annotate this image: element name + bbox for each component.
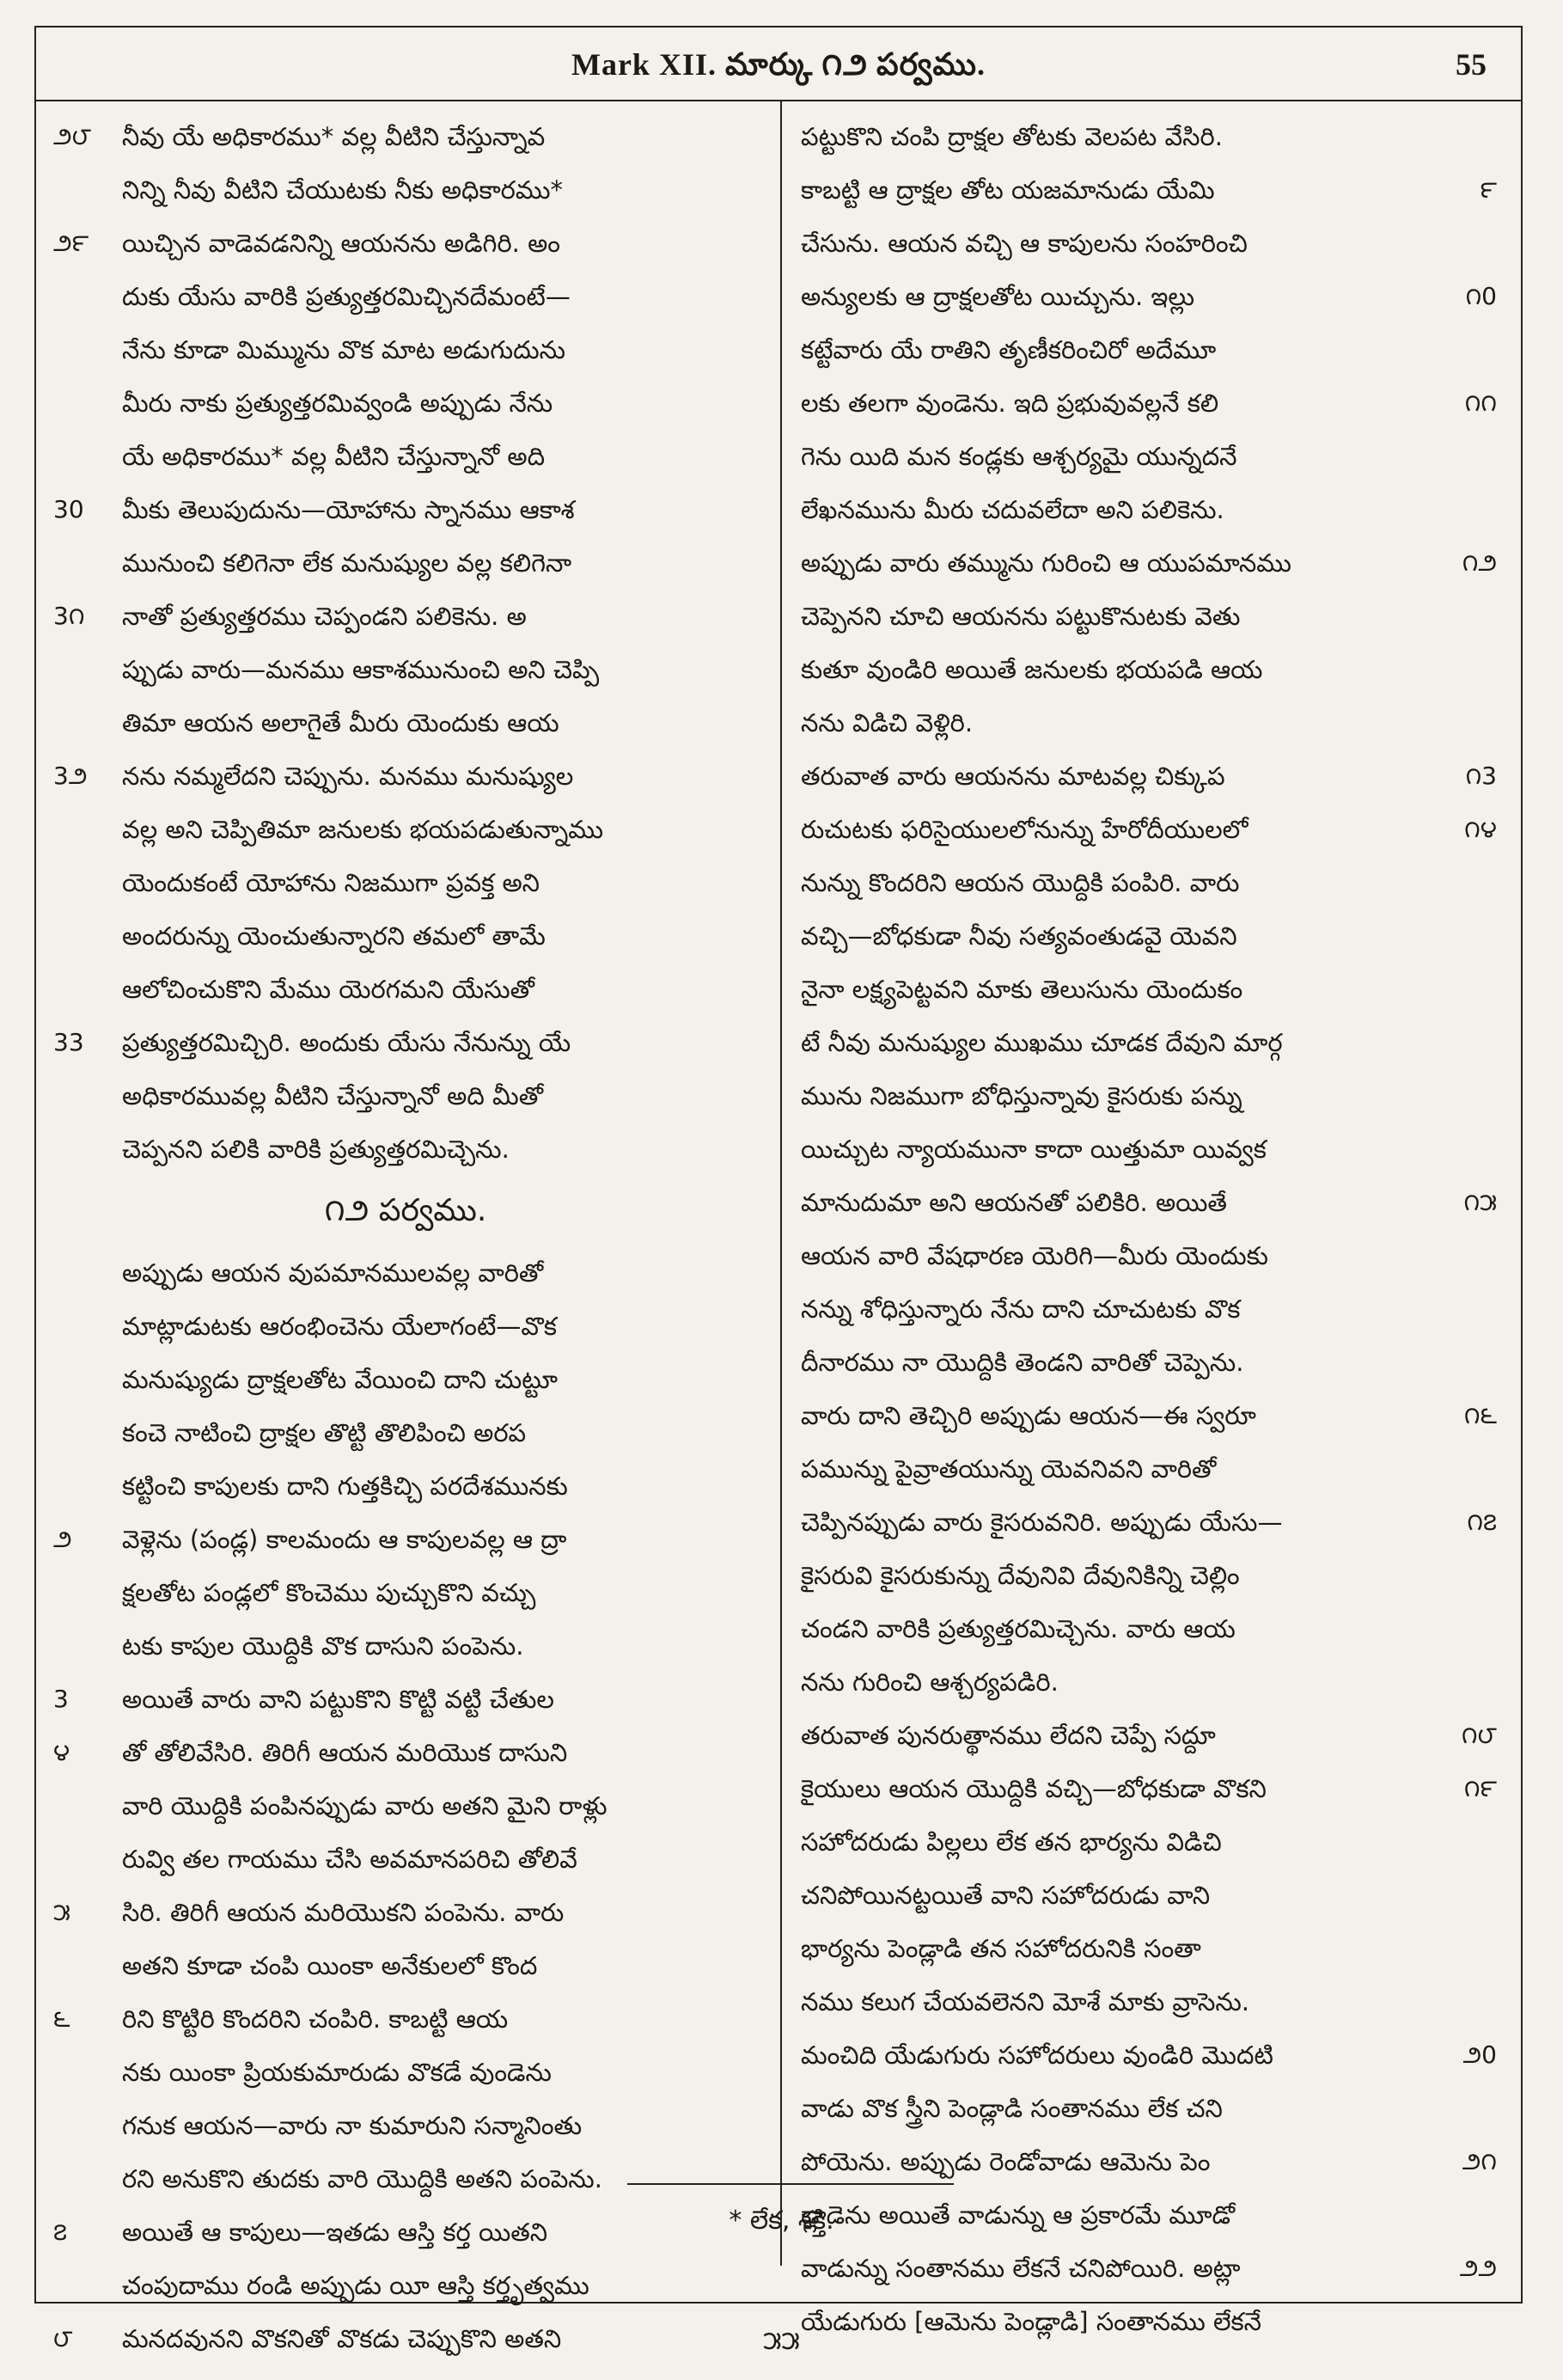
line-text: మును నిజముగా బోధిస్తున్నావు కైసరుకు పన్ను [801,1081,1242,1110]
line-text: పట్టుకొని చంపి ద్రాక్షల తోటకు వెలపట వేసిరి. [801,122,1223,151]
text-line [53,1886,758,1939]
line-text: టే నీవు మనుష్యుల ముఖము చూడక దేవుని మార్గ [801,1028,1283,1057]
text-line [53,696,758,749]
line-text: తో తోలివేసిరి. తిరిగీ ఆయన మరియొక దాసుని [122,1738,568,1767]
line-text: రని అనుకొని తుదకు వారి యొద్దికి అతని పంపెను. [122,2164,602,2193]
line-text: నన్ను శోధిస్తున్నారు నేను దాని చూచుటకు వొక [801,1294,1241,1324]
text-line [792,483,1497,536]
line-text: నము కలుగ చేయవలెనని మోశే మాకు వ్రాసెను. [801,1987,1250,2016]
text-line [53,1513,758,1566]
verse-number: ౮ [53,2324,73,2352]
text-line [792,749,1497,803]
verse-number: ౧౧ [1464,389,1497,417]
text-line [53,1779,758,1832]
text-line [792,1496,1497,1549]
text-line [53,1939,758,1992]
page-number: 55 [1456,47,1487,82]
text-line [53,963,758,1016]
text-line [792,909,1497,963]
line-text: చంపుదాము రండి అప్పుడు యీ ఆస్తి కర్తృత్వము [122,2271,589,2300]
footnote: * లేక, శక్తి. [729,2206,834,2236]
verse-number: 30 [53,495,84,523]
line-text: దీనారము నా యొద్దికి తెండని వారితో చెప్పెను. [801,1348,1244,1377]
line-text: గెను యిది మన కండ్లకు ఆశ్చర్యమై యున్నదనే [801,442,1237,471]
verse-number: ౭ [53,2218,68,2246]
verse-number: ౨౨ [1459,2254,1497,2282]
line-text: నను నమ్మలేదని చెప్పును. మనము మనుష్యుల [122,762,574,791]
text-line [53,909,758,963]
text-line [53,163,758,217]
text-line [792,110,1497,163]
text-line [53,536,758,590]
line-text: భార్యను పెండ్లాడి తన సహోదరునికి సంతా [801,1934,1201,1963]
text-line [53,2259,758,2312]
text-line [792,1549,1497,1602]
line-text: కంచె నాటించి ద్రాక్షల తొట్టి తొలిపించి అరప [122,1418,527,1447]
text-line [53,1992,758,2046]
line-text: తిమా ఆయన అలాగైతే మీరు యెందుకు ఆయ [122,708,559,737]
line-text: చెప్పెనని చూచి ఆయనను పట్టుకొనుటకు వెతు [801,602,1241,631]
line-text: మీరు నాకు ప్రత్యుత్తరమివ్వండి అప్పుడు నేను [122,389,553,418]
line-text: కాబట్టి ఆ ద్రాక్షల తోట యజమానుడు యేమి [801,175,1215,205]
line-text: దుకు యేసు వారికి ప్రత్యుత్తరమిచ్చినదేమంటే— [122,282,571,311]
line-text: నను విడిచి వెళ్లిరి. [801,708,974,737]
text-line [792,856,1497,909]
verse-number: 3౧ [53,602,85,630]
text-line [53,1069,758,1123]
text-line [792,1389,1497,1442]
text-line [53,1406,758,1459]
line-text: వెళ్లెను (పండ్ల) కాలమందు ఆ కాపులవల్ల ఆ ద్రా [122,1525,567,1554]
line-text: రిని కొట్టిరి కొందరిని చంపిరి. కాబట్టి ఆయ [122,2004,509,2034]
running-title: Mark XII. మార్కు ౧౨ పర్వము. [571,47,986,82]
line-text: వచ్చి—బోధకుడా నీవు సత్యవంతుడవై యెవని [801,921,1237,951]
text-line [792,643,1497,696]
verse-number: 3౨ [53,762,88,790]
text-line [792,217,1497,270]
text-line [53,1016,758,1069]
line-text: కట్టేవారు యే రాతిని తృణీకరించిరో అదేమూ [801,335,1217,364]
line-text: చండని వారికి ప్రత్యుత్తరమిచ్చెను. వారు ఆయ [801,1614,1236,1643]
line-text: నాతో ప్రత్యుత్తరము చెప్పండని పలికెను. అ [122,602,527,631]
line-text: యిచ్చుట న్యాయమునా కాదా యిత్తుమా యివ్వక [801,1135,1267,1164]
text-line [53,1123,758,1176]
line-text: మీకు తెలుపుదును—యోహాను స్నానము ఆకాశ [122,495,575,524]
line-text: పమున్ను పైవ్రాతయున్ను యెవనివని వారితో [801,1454,1217,1484]
text-line [53,590,758,643]
text-line [53,376,758,430]
line-text: మాట్లాడుటకు ఆరంభించెను యేలాగంటే—వొక [122,1312,557,1341]
line-text: చెప్పనని పలికి వారికి ప్రత్యుత్తరమిచ్చెను. [122,1135,510,1164]
line-text: రుచుటకు ఫరిసైయులలోనున్ను హేరోదీయులలో [801,815,1249,844]
line-text: నకు యింకా ప్రియకుమారుడు వొకడే వుండెను [122,2058,552,2087]
verse-number: ౧౫ [1463,1188,1497,1216]
text-line [53,110,758,163]
text-line [792,696,1497,749]
text-line [792,2028,1497,2082]
line-text: సిరి. తిరిగీ ఆయన మరియొకని పంపెను. వారు [122,1898,565,1927]
verse-number: ౨౯ [53,229,89,257]
line-text: నీవు యే అధికారము* వల్ల వీటిని చేస్తున్నావ [122,122,546,151]
line-text: రువ్వి తల గాయము చేసి అవమానపరిచి తోలివే [122,1845,577,1874]
verse-number: ౫ [53,1898,70,1926]
text-line [53,749,758,803]
text-line [792,1602,1497,1655]
text-line [792,430,1497,483]
text-line [53,483,758,536]
verse-number: ౨౧ [1462,2147,1497,2175]
line-text: యిచ్చిన వాడెవడనిన్ని ఆయనను అడిగిరి. అం [122,229,560,258]
line-text: అన్యులకు ఆ ద్రాక్షలతోట యిచ్చును. ఇల్లు [801,282,1195,311]
line-text: లకు తలగా వుండెను. ఇది ప్రభువువల్లనే కలి [801,389,1219,418]
text-line [792,1069,1497,1123]
text-line [792,323,1497,376]
text-line [792,270,1497,323]
verse-number: ౧0 [1465,282,1497,310]
text-line [53,2046,758,2099]
text-line [53,2152,758,2206]
text-line [53,270,758,323]
line-text: మంచిది యేడుగురు సహోదరులు వుండిరి మొదటి [801,2040,1273,2070]
verse-number: ౧౭ [1467,1508,1497,1536]
right-column [792,110,1497,2348]
verse-number: ౪ [53,1738,70,1766]
verse-number: ౧3 [1465,762,1497,790]
text-line [53,2099,758,2152]
line-text: గనుక ఆయన—వారు నా కుమారుని సన్మానింతు [122,2111,583,2140]
line-text: తరువాత వారు ఆయనను మాటవల్ల చిక్కుప [801,762,1225,791]
text-line [792,1709,1497,1762]
text-line [792,2135,1497,2188]
text-line [53,323,758,376]
line-text: కట్టించి కాపులకు దాని గుత్తకిచ్చి పరదేశమునకు [122,1471,568,1501]
text-line [792,1016,1497,1069]
line-text: మునుంచి కలిగెనా లేక మనుష్యుల వల్ల కలిగెనా [122,548,572,578]
text-line [53,1832,758,1886]
verse-number: ౨0 [1462,2040,1497,2069]
line-text: క్షలతోట పండ్లలో కొంచెము పుచ్చుకొని వచ్చు [122,1578,536,1607]
text-line [53,803,758,856]
text-line [53,1353,758,1406]
text-line [792,1336,1497,1389]
line-text: ఆలోచించుకొని మేము యెరగమని యేసుతో [122,975,534,1004]
verse-number: ౧౯ [1463,1774,1497,1802]
line-text: వాడు వొక స్త్రీని పెండ్లాడి సంతానము లేక చని [801,2094,1223,2123]
line-text: వారు దాని తెచ్చిరి అప్పుడు ఆయన—ఈ స్వరూ [801,1401,1256,1430]
line-text: కైసరువి కైసరుకున్ను దేవునివి దేవునికిన్ని చెల్లిం [801,1561,1240,1590]
text-line [53,856,758,909]
line-text: సహోదరుడు పిల్లలు లేక తన భార్యను విడిచి [801,1827,1222,1857]
line-text: నను గురించి ఆశ్చర్యపడిరి. [801,1667,1059,1697]
line-text: మనుష్యుడు ద్రాక్షలతోట వేయించి దాని చుట్టూ [122,1365,559,1394]
page-header [36,28,1521,101]
verse-number: ౧౬ [1463,1401,1497,1429]
text-line [53,430,758,483]
text-line [792,1922,1497,1975]
line-text: చనిపోయినట్టయితే వాని సహోదరుడు వాని [801,1881,1211,1910]
verse-number: 3 [53,1685,69,1713]
verse-number: ౧౪ [1464,815,1497,843]
line-text: ప్రత్యుత్తరమిచ్చిరి. అందుకు యేసు నేనున్ను యే [122,1028,571,1057]
text-line [792,163,1497,217]
line-text: కైయులు ఆయన యొద్దికి వచ్చి—బోధకుడా వొకని [801,1774,1267,1803]
line-text: చేసును. ఆయన వచ్చి ఆ కాపులను సంహరించి [801,229,1248,258]
verse-number: ౧౮ [1461,1721,1497,1749]
line-text: లేఖనమును మీరు చదువలేదా అని పలికెను. [801,495,1224,524]
text-line [792,1655,1497,1709]
line-text: టకు కాపుల యొద్దికి వొక దాసుని పంపెను. [122,1631,524,1661]
line-text: యేడుగురు [ఆమెను పెండ్లాడి] సంతానము లేకనే [801,2307,1262,2336]
line-text: ఆయన వారి వేషధారణ యెరిగి—మీరు యెందుకు [801,1241,1268,1270]
verse-number: ౧౨ [1462,548,1497,577]
text-line [792,1282,1497,1336]
text-line [792,1975,1497,2028]
line-text: వాడున్ను సంతానము లేకనే చనిపోయిరి. అట్లా [801,2254,1241,2283]
text-line [53,1566,758,1619]
text-line [792,376,1497,430]
line-text: అయితే వారు వాని పట్టుకొని కొట్టి వట్టి చేతుల [122,1685,554,1714]
verse-number: ౨౮ [53,122,92,150]
text-line [792,2242,1497,2295]
text-line [53,1246,758,1300]
text-line [792,2082,1497,2135]
line-text: డ్లాడెను అయితే వాడున్ను ఆ ప్రకారమే మూడో [801,2200,1236,2230]
text-line [792,1442,1497,1496]
verse-number: 33 [53,1028,84,1056]
verse-number: ౨ [53,1525,72,1553]
line-text: నిన్ని నీవు వీటిని చేయుటకు నీకు అధికారము* [122,175,564,205]
line-text: కుతూ వుండిరి అయితే జనులకు భయపడి ఆయ [801,655,1263,684]
line-text: తరువాత పునరుత్థానము లేదని చెప్పే సద్దూ [801,1721,1216,1750]
column-divider [780,100,782,2266]
line-text: ప్పుడు వారు—మనము ఆకాశమునుంచి అని చెప్పి [122,655,600,684]
text-line [792,1229,1497,1282]
text-line [792,1123,1497,1176]
verse-number: ౬ [53,2004,70,2033]
text-line [792,803,1497,856]
text-line [53,1619,758,1673]
text-line [792,536,1497,590]
text-line [53,1726,758,1779]
line-text: అతని కూడా చంపి యింకా అనేకులలో కొంద [122,1951,538,1980]
footnote-rule [627,2183,954,2185]
text-line [53,1673,758,1726]
line-text: వారి యొద్దికి పంపినప్పుడు వారు అతని మైని రాళ్లు [122,1791,607,1820]
text-line [792,1762,1497,1815]
text-line [792,1869,1497,1922]
line-text: మానుదుమా అని ఆయనతో పలికిరి. అయితే [801,1188,1227,1217]
text-line [792,1176,1497,1229]
line-text: అధికారమువల్ల వీటిని చేస్తున్నానో అది మీతో [122,1081,544,1110]
line-text: నున్ను కొందరిని ఆయన యొద్దికి పంపిరి. వారు [801,868,1240,897]
line-text: యెందుకంటే యోహాను నిజముగా ప్రవక్త అని [122,868,540,897]
text-line [792,1815,1497,1869]
line-text: పోయెను. అప్పుడు రెండోవాడు ఆమెను పెం [801,2147,1211,2176]
text-line [792,963,1497,1016]
text-line [53,217,758,270]
chapter-heading: ౧౨ పర్వము. [324,1193,487,1228]
line-text: అప్పుడు ఆయన వుపమానములవల్ల వారితో [122,1258,544,1288]
line-text: అయితే ఆ కాపులు—ఇతడు ఆస్తి కర్త యితని [122,2218,548,2247]
line-text: వల్ల అని చెప్పితిమా జనులకు భయపడుతున్నాము [122,815,603,844]
line-text: మనదవునని వొకనితో వొకడు చెప్పుకొని అతని [122,2324,562,2353]
text-line [53,1459,758,1513]
verse-number: ౯ [1480,175,1497,204]
left-column [53,110,758,2365]
text-line [792,590,1497,643]
line-text: అందరున్ను యెంచుతున్నారని తమలో తామే [122,921,546,951]
text-line [53,643,758,696]
line-text: నేను కూడా మిమ్మును వొక మాట అడుగుదును [122,335,566,364]
line-text: నైనా లక్ష్యపెట్టవని మాకు తెలుసును యెందుకం [801,975,1243,1004]
line-text: యే అధికారము* వల్ల వీటిని చేస్తున్నానో అది [122,442,546,471]
line-text: చెప్పినప్పుడు వారు కైసరువనిరి. అప్పుడు యేసు— [801,1508,1283,1537]
text-line [53,1300,758,1353]
line-text: అప్పుడు వారు తమ్మును గురించి ఆ యుపమానము [801,548,1291,578]
signature-mark: ౫౫ [763,2326,800,2356]
